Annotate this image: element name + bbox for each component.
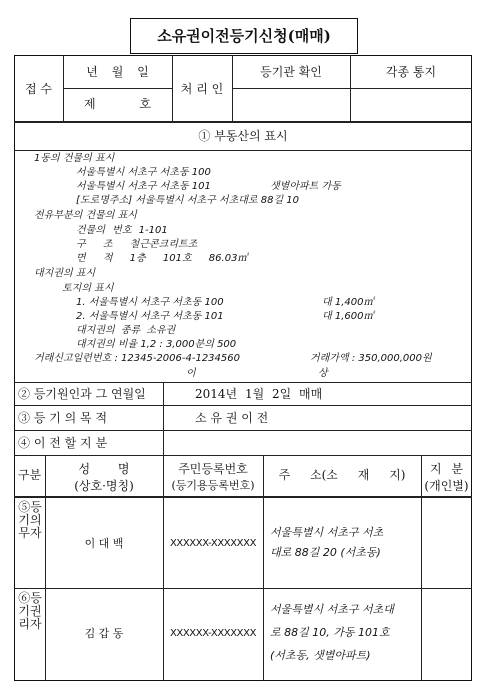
property-line-trade-price: 거래가액 : 350,000,000원	[310, 353, 432, 364]
property-line-unit-header: 전유부분의 건물의 표시	[34, 210, 137, 221]
rightholder-address-line-2: 로 88길 10, 가동 101호	[270, 626, 390, 639]
col-name: 성 명	[78, 462, 130, 476]
obligor-address-line-1: 서울특별시 서초구 서초	[270, 526, 384, 539]
reception-date-label: 년 월 일	[86, 65, 149, 79]
reception-number-label: 제 호	[84, 97, 151, 111]
obligor-name: 이 대 백	[84, 537, 124, 550]
property-line-rights-type: 대지권의 종류 소유권	[76, 325, 176, 336]
registrar-check-label: 등기관 확인	[260, 65, 322, 79]
col-id-sub: (등기용등록번호)	[171, 479, 255, 492]
property-line-area: 면 적 1층 101호 86.03㎡	[76, 253, 248, 264]
property-line-rights-ratio: 대지권의 비율 1,2 : 3,000분의 500	[76, 339, 237, 350]
col-share: 지 분	[430, 462, 463, 476]
property-line-structure: 구 조 철근콘크리트조	[76, 239, 198, 250]
col-name-sub: (상호·명칭)	[74, 479, 134, 493]
property-line-address-1: 서울특별시 서초구 서초동 100	[76, 167, 211, 178]
property-line-address-2: 서울특별시 서초구 서초동 101	[76, 181, 211, 192]
property-line-road-address: [도로명주소] 서울특별시 서초구 서초대로 88길 10	[76, 195, 300, 206]
processor-label: 처 리 인	[180, 82, 224, 96]
rightholder-name: 김 갑 동	[84, 627, 124, 640]
cause-value: 2014년 1월 2일 매매	[195, 387, 323, 401]
property-line-land-2: 2. 서울특별시 서초구 서초동 101	[76, 311, 224, 322]
col-division: 구분	[17, 468, 42, 482]
notices-label: 각종 통지	[385, 65, 437, 79]
property-header: ① 부동산의 표시	[198, 129, 288, 143]
property-line-building-number: 건물의 번호 1-101	[76, 225, 168, 236]
rightholder-address-line-1: 서울특별시 서초구 서초대	[270, 603, 394, 616]
obligor-division: ⑤등기의무자	[18, 500, 42, 540]
obligor-id: XXXXXX-XXXXXXX	[169, 538, 257, 549]
purpose-label: ③ 등 기 의 목 적	[18, 411, 108, 425]
col-id: 주민등록번호	[178, 462, 248, 476]
col-share-sub: (개인별)	[424, 479, 469, 493]
page-title: 소유권이전등기신청(매매)	[157, 27, 331, 45]
property-line-land-1: 1. 서울특별시 서초구 서초동 100	[76, 297, 224, 308]
property-line-land-header: 토지의 표시	[62, 283, 114, 294]
property-line-building-header: 1동의 건물의 표시	[34, 153, 115, 164]
property-line-apartment: 샛별아파트 가동	[270, 181, 341, 192]
property-line-land-1-area: 대 1,400㎡	[322, 297, 374, 308]
purpose-value: 소 유 권 이 전	[195, 411, 269, 425]
rightholder-address-line-3: (서초동, 샛별아파트)	[270, 649, 371, 662]
share-label: ④ 이 전 할 지 분	[18, 436, 108, 450]
property-line-end-mark-left: 이	[186, 368, 196, 379]
obligor-address-line-2: 대로 88길 20 (서초동)	[270, 546, 381, 559]
property-line-land-rights-header: 대지권의 표시	[34, 268, 96, 279]
property-line-land-2-area: 대 1,600㎡	[322, 311, 374, 322]
property-line-report-serial: 거래신고일련번호 : 12345-2006-4-1234560	[34, 353, 240, 364]
rightholder-id: XXXXXX-XXXXXXX	[169, 628, 257, 639]
col-address: 주 소(소 재 지)	[278, 468, 406, 482]
cause-label: ② 등기원인과 그 연월일	[18, 387, 146, 401]
reception-label: 접 수	[25, 82, 52, 96]
property-line-end-mark-right: 상	[318, 368, 328, 379]
rightholder-division: ⑥등기권리자	[18, 591, 42, 631]
